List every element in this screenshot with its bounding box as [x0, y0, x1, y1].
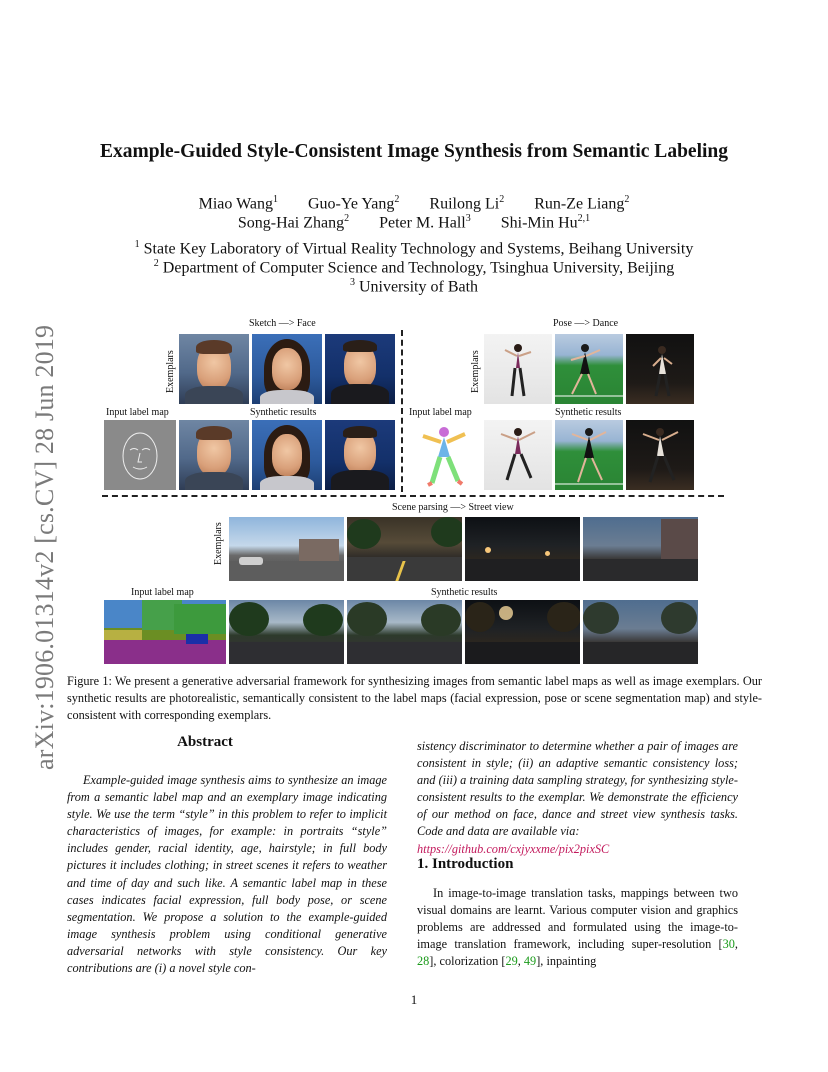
synthetic-results-label: Synthetic results — [250, 407, 317, 418]
street-exemplar-image — [465, 517, 580, 581]
dance-exemplar-image — [555, 334, 623, 404]
dance-synthetic-image — [555, 420, 623, 490]
face-sketch-input-image — [104, 420, 176, 490]
author: Miao Wang$^1$ — [198, 194, 278, 213]
abstract-heading: Abstract — [177, 734, 233, 750]
author: Guo-Ye Yang$^2$ — [308, 194, 400, 213]
author: Peter M. Hall$^3$ — [379, 213, 471, 232]
affiliation-3: $^3$ University of Bath — [349, 277, 479, 296]
citation-link[interactable]: 49 — [523, 954, 537, 969]
exemplars-label-street: Exemplars — [213, 522, 224, 565]
input-label-map-label: Input label map — [409, 407, 472, 418]
face-synthetic-image — [179, 420, 249, 490]
dance-synthetic-image — [484, 420, 552, 490]
street-exemplar-image — [229, 517, 344, 581]
dance-exemplar-image — [484, 334, 552, 404]
exemplars-label-dance: Exemplars — [470, 350, 481, 393]
affiliation-2: $^2$ Department of Computer Science and Technology, Tsinghua University, Beijing — [153, 258, 675, 277]
face-synthetic-image — [252, 420, 322, 490]
street-exemplar-image — [347, 517, 462, 581]
sketch-face-title: Sketch —> Face — [249, 318, 316, 329]
figure-caption: Figure 1: We present a generative adversarial framework for synthesizing images from semantic label maps as well as image exemplars. Our synthetic results are photorealistic, semantically consistent to the label maps (facial expression, pose or scene segmentation map) and style-consistent with corresponding exemplars. — [67, 674, 762, 722]
author: Song-Hai Zhang$^2$ — [237, 213, 350, 232]
dance-exemplar-image — [626, 334, 694, 404]
street-exemplar-image — [583, 517, 698, 581]
paper-title: Example-Guided Style-Consistent Image Synthesis from Semantic Labeling — [100, 141, 728, 162]
arxiv-identifier: arXiv:1906.01314v2 [cs.CV] 28 Jun 2019 — [30, 324, 59, 770]
exemplars-label-face: Exemplars — [165, 350, 176, 393]
author: Shi-Min Hu$^{2,1}$ — [500, 213, 591, 232]
pose-label-map-input-image — [408, 420, 480, 490]
street-synthetic-image — [347, 600, 462, 664]
input-label-map-label: Input label map — [106, 407, 169, 418]
introduction-heading: 1. Introduction — [417, 856, 514, 872]
street-synthetic-image — [583, 600, 698, 664]
pose-dance-title: Pose —> Dance — [553, 318, 619, 329]
scene-street-title: Scene parsing —> Street view — [392, 502, 514, 513]
affiliation-1: $^1$ State Key Laboratory of Virtual Reality Technology and Systems, Beihang University — [134, 239, 694, 258]
face-synthetic-image — [325, 420, 395, 490]
citation-link[interactable]: 29 — [505, 954, 518, 969]
citation-link[interactable]: 30 — [722, 937, 735, 952]
author: Run-Ze Liang$^2$ — [534, 194, 630, 213]
author: Ruilong Li$^2$ — [429, 194, 505, 213]
citation-link[interactable]: 28 — [417, 954, 430, 969]
page-number: 1 — [410, 992, 418, 1007]
introduction-text: In image-to-image translation tasks, mappings between two visual domains are learnt. Various computer vision and graphics problems are addressed and formulated using the image-to-image translation framework, including super-resolution [30, 28], colorization [29, 49], inpainting — [417, 886, 738, 969]
figure-horizontal-divider — [102, 495, 724, 497]
input-label-map-label: Input label map — [131, 587, 194, 598]
face-exemplar-image — [252, 334, 322, 404]
abstract-text-column-1: Example-guided image synthesis aims to synthesize an image from a semantic label map and an exemplary image indicating style. We use the term “style” in this problem to refer to implicit characteristics of images, for example: in portraits “style” includes gender, racial identity, age, hairstyle; in full body pictures it includes clothing; in street scenes it refers to weather and time of day and such like. A semantic label map in these cases indicates facial expression, full body pose, or scene segmentation. We propose a solution to the example-guided image synthesis problem using conditional generative adversarial networks with style consistency. Our key contributions are (i) a novel style con- — [67, 773, 387, 976]
synthetic-results-label: Synthetic results — [555, 407, 622, 418]
dance-synthetic-image — [626, 420, 694, 490]
synthetic-results-label: Synthetic results — [431, 587, 498, 598]
figure-vertical-divider — [401, 330, 403, 492]
scene-label-map-input-image — [104, 600, 226, 664]
code-link[interactable]: https://github.com/cxjyxxme/pix2pixSC — [417, 841, 610, 856]
face-exemplar-image — [179, 334, 249, 404]
street-synthetic-image — [465, 600, 580, 664]
street-synthetic-image — [229, 600, 344, 664]
face-exemplar-image — [325, 334, 395, 404]
abstract-text-column-2: sistency discriminator to determine whether a pair of images are consistent in style; (ii) an adaptive semantic consistency loss; and (iii) a training data sampling strategy, for synthesizing style-consistent results to the exemplar. We demonstrate the efficiency of our method on face, dance and street view synthesis tasks. Code and data are available via: https://github.com/cxjyxxme/pix2pixSC — [417, 739, 738, 856]
